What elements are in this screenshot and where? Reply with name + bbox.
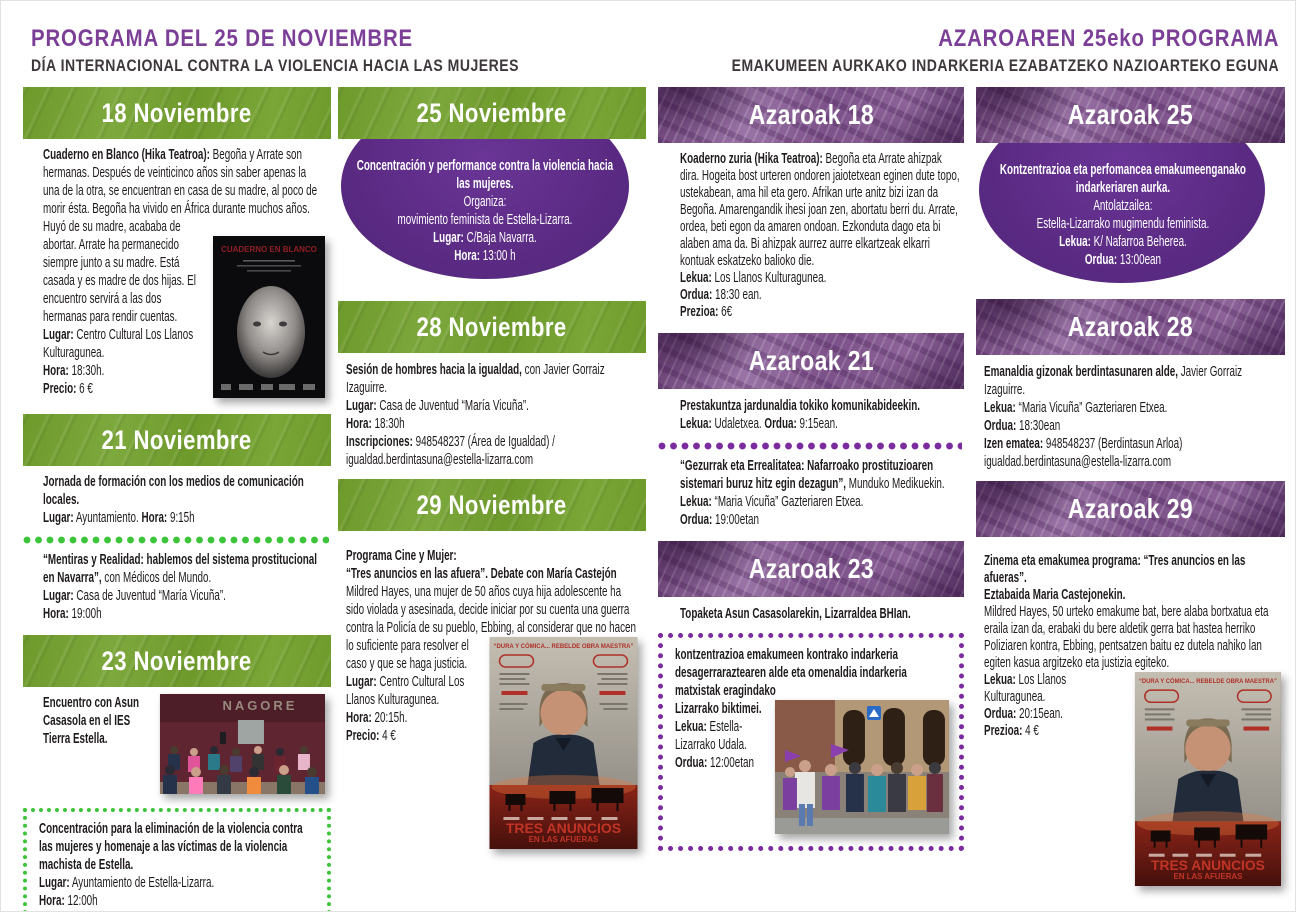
event-23nov — [43, 694, 331, 798]
event-29nov-body2: lo suficiente para resolver el caso y que se haga justicia. — [346, 638, 469, 672]
email-value: igualdad.berdintasuna@estella-lizarra.com — [984, 454, 1172, 470]
antolatzailea-value: Estella-Lizarrako mugimendu feminista. — [1036, 216, 1210, 232]
lekua-value: “Maria Vicuña” Gazteriaren Etxea. — [1015, 400, 1168, 416]
lekua-value: Estella-Lizarrako Udala. — [675, 719, 747, 753]
organiza-value: movimiento feminista de Estella-Lizarra. — [397, 212, 573, 228]
purple-dotted-box — [658, 633, 964, 851]
lekua-label: Lekua: — [675, 719, 707, 735]
event-aza29-body: Mildred Hayes, 50 urteko emakume bat, bere alaba bortxatua eta eraila izan da, erabaki du bere aldetik gerra bat hastea herriko Poliziaren kontra, Ebbing, pentsatzen baitu ez dutela nahiko lan egiten kasua argitzeko eta justizia egiteko. — [984, 604, 1269, 671]
event-21nov-b-lead: “Mentiras y Realidad: hablemos del sistema prostitucional en Navarra”, — [43, 552, 317, 586]
box-aza23-wrap — [675, 700, 949, 838]
prezioa-label: Prezioa: — [984, 723, 1023, 739]
page-subtitle-es-text: DÍA INTERNACIONAL CONTRA LA VIOLENCIA HACIA LAS MUJERES — [31, 57, 520, 75]
event-aza28-paragraph — [984, 363, 1281, 399]
banner-25-noviembre — [338, 87, 646, 139]
tres-poster-subtitle: EN LAS AFUERAS — [528, 835, 599, 844]
event-aza29-lead2: Eztabaida Maria Castejonekin. — [984, 587, 1126, 603]
inscripciones-label: Inscripciones: — [346, 434, 413, 450]
event-29nov-body1: Mildred Hayes, una mujer de 50 años cuya hija adolescente ha sido violada y asesinada, decide iniciar por su cuenta una guerra contra la Policía de su pueblo, Ebbing, al considerar que no hacen — [346, 584, 636, 636]
event-18nov-body2: abortar. Arrate ha permanecido siempre junto a su madre. Está casada y es madre de dos hijas. El encuentro servirá a las dos hermanas para rendir cuentas. — [43, 237, 196, 325]
dome-aza25-lekua — [990, 233, 1256, 251]
tres-poster-slot — [489, 637, 637, 851]
event-28nov-paragraph — [346, 361, 638, 397]
lekua-label: Lekua: — [984, 672, 1016, 688]
lekua-label: Lekua: — [680, 270, 712, 286]
lugar-label: Lugar: — [346, 674, 377, 690]
event-29nov-lead1: Programa Cine y Mujer: — [346, 548, 457, 564]
hora-label: Hora: — [43, 606, 69, 622]
hora-value: 12:00h — [64, 893, 98, 909]
event-28nov-body: con Javier Gorraiz Izaguirre. — [346, 362, 605, 396]
precio-value: 6 € — [76, 381, 93, 397]
page-subtitle-eu — [635, 57, 1279, 76]
banner-azaroak-21-label: Azaroak 21 — [748, 345, 874, 376]
hora-label: Hora: — [43, 363, 69, 379]
event-18nov-body1: Begoña y Arrate son hermanas. Después de veinticinco años sin saber apenas la una de la otra, se encuentran en casa de su madre, al poco de morir ésta. Begoña ha vivido en África durante muchos años. Huyó de su madre, acababa de — [43, 147, 318, 235]
hora-label: Hora: — [454, 248, 480, 264]
banner-azaroak-23 — [658, 541, 964, 597]
lugar-value: Casa de Juventud “María Vicuña”. — [73, 588, 226, 604]
event-aza29 — [984, 553, 1285, 890]
banner-18-noviembre — [23, 87, 331, 139]
banner-azaroak-25 — [976, 87, 1285, 143]
ordua-value: 19:00etan — [712, 512, 759, 528]
ordua-label: Ordua: — [764, 416, 797, 432]
event-aza21-a-meta — [680, 415, 962, 433]
event-aza21-b-paragraph — [680, 457, 962, 493]
banner-21-noviembre-label: 21 Noviembre — [101, 424, 253, 455]
tres-poster-slot-eu — [1135, 672, 1281, 888]
event-aza18-prezioa — [680, 304, 962, 321]
precio-label: Precio: — [43, 381, 77, 397]
lekua-label: Lekua: — [984, 400, 1016, 416]
cuaderno-poster-title: CUADERNO EN BLANCO — [221, 245, 317, 254]
banner-azaroak-18 — [658, 87, 964, 143]
event-21nov-a-lead: Jornada de formación con los medios de comunicación locales. — [43, 474, 304, 508]
inscripciones-value: 948548237 (Área de Igualdad) / igualdad.berdintasuna@estella-lizarra.com — [346, 434, 555, 468]
banner-azaroak-28-label: Azaroak 28 — [1067, 311, 1194, 342]
event-aza23-lead: Topaketa Asun Casasolarekin, Lizarraldea BHIan. — [680, 606, 911, 622]
event-21nov-b-body: con Médicos del Mundo. — [101, 570, 212, 586]
banner-23-noviembre-label: 23 Noviembre — [101, 645, 253, 676]
banner-23-noviembre — [23, 635, 331, 687]
ordua-label: Ordua: — [1084, 252, 1118, 268]
hora-value: 18:30h. — [68, 363, 105, 379]
event-aza18-lead: Koaderno zuria (Hika Teatroa): — [680, 151, 823, 167]
lekua-value: Los Llanos Kulturagunea. — [984, 672, 1067, 705]
tres-poster-title: TRES ANUNCIOS — [1151, 856, 1265, 873]
ordua-label: Ordua: — [984, 418, 1017, 434]
event-aza21-b-ordua — [680, 511, 962, 529]
ordua-value: 13:00ean — [1117, 252, 1162, 268]
lugar-value: Centro Cultural Los Llanos Kulturagunea. — [346, 674, 465, 708]
column-es-1 — [23, 87, 331, 912]
column-eu-2 — [976, 87, 1285, 890]
green-dotted-separator — [23, 536, 329, 544]
ordua-value: 9:15ean. — [796, 416, 838, 432]
tres-anuncios-poster-image — [489, 637, 637, 849]
nagore-photo-slot — [160, 694, 325, 796]
page-title-es — [31, 25, 605, 53]
event-28nov-lugar — [346, 397, 638, 415]
ordua-value: 18:30ean — [1016, 418, 1061, 434]
lugar-value: Casa de Juventud “María Vicuña”. — [376, 398, 529, 414]
lekua-label: Lekua: — [680, 416, 712, 432]
hora-value: 13:00 h — [479, 248, 516, 264]
event-21nov-b-paragraph — [43, 551, 325, 587]
event-aza21-a — [680, 397, 964, 433]
box-aza23-lead-a: kontzentrazioa emakumeen kontrako indarkeria desagerraraztearen alde eta omenaldia indarkeria matxistak eragindako — [675, 647, 907, 699]
lekua-label: Lekua: — [680, 494, 712, 510]
event-aza18-ordua — [680, 287, 962, 304]
column-eu-1 — [658, 87, 964, 851]
lugar-label: Lugar: — [43, 510, 74, 526]
lekua-label: Lekua: — [1059, 234, 1091, 250]
hora-value: 9:15h — [167, 510, 195, 526]
tres-poster-quote: “DURA Y CÓMICA... REBELDE OBRA MAESTRA” — [493, 644, 634, 650]
organiza-label: Organiza: — [463, 194, 507, 210]
ordua-label: Ordua: — [984, 706, 1017, 722]
dome-aza25-ordua — [990, 251, 1256, 269]
header-basque — [635, 25, 1279, 76]
banner-azaroak-18-label: Azaroak 18 — [748, 99, 874, 130]
hora-label: Hora: — [346, 416, 372, 432]
event-aza21-b-body: Munduko Medikuekin. — [846, 476, 945, 492]
event-aza28-email — [984, 453, 1281, 471]
demo-photo-slot — [775, 700, 949, 836]
prezioa-value: 6€ — [718, 304, 733, 320]
event-28nov-inscripciones — [346, 433, 638, 469]
event-aza28-izen — [984, 435, 1281, 453]
event-aza23-title — [680, 605, 962, 623]
event-18nov-wrap — [43, 236, 325, 402]
event-28nov — [346, 361, 646, 469]
box-23nov-lugar — [39, 874, 313, 892]
green-dotted-box — [23, 808, 331, 912]
page-title-es-text: PROGRAMA DEL 25 DE NOVIEMBRE — [31, 25, 413, 52]
banner-28-noviembre-label: 28 Noviembre — [416, 311, 568, 342]
event-aza21-a-lead: Prestakuntza jardunaldia tokiko komunikabideekin. — [680, 398, 920, 414]
page-title-eu — [635, 25, 1279, 53]
page-title-eu-text: AZAROAREN 25eko PROGRAMA — [937, 25, 1279, 52]
page-subtitle-eu-text: EMAKUMEEN AURKAKO INDARKERIA EZABATZEKO NAZIOARTEKO EGUNA — [731, 57, 1279, 75]
banner-azaroak-21 — [658, 333, 964, 389]
event-23nov-lead: Encuentro con Asun Casasola en el IES Tierra Estella. — [43, 695, 140, 747]
precio-label: Precio: — [346, 728, 380, 744]
ordua-label: Ordua: — [680, 512, 713, 528]
hora-label: Hora: — [141, 510, 168, 526]
page-subtitle-es — [31, 57, 605, 76]
banner-azaroak-28 — [976, 299, 1285, 355]
izen-ematea-label: Izen ematea: — [984, 436, 1044, 452]
cuaderno-poster-slot — [213, 236, 325, 400]
box-aza23-lead-b: Lizarrako biktimei. — [675, 701, 762, 717]
event-aza18-lekua — [680, 270, 962, 287]
tres-poster-title: TRES ANUNCIOS — [505, 820, 622, 836]
event-aza21-b-lekua — [680, 493, 962, 511]
lugar-label: Lugar: — [433, 230, 464, 246]
banner-21-noviembre — [23, 414, 331, 466]
event-28nov-hora — [346, 415, 638, 433]
prezioa-value: 4 € — [1022, 723, 1039, 739]
hora-value: 20:15h. — [371, 710, 408, 726]
ordua-value: 12:00etan — [707, 755, 754, 771]
event-23nov-wrap — [43, 694, 325, 798]
event-21nov-b-hora — [43, 605, 325, 623]
box-23nov-lead: Concentración para la eliminación de la violencia contra las mujeres y homenaje a las víctimas de la violencia machista de Estella. — [39, 821, 303, 873]
event-aza18-body: Begoña eta Arrate ahizpak dira. Hogeita bost urteren ondoren jaiotetxean eginen dute topo, ustekabean, ama hil eta gero. Afrikan urte anitz bizi izan da Begoña. Amarengandik ihesi joan zen, abortatu berri du. Arrate, ordea, beti egon da amaren ondoan. Ezkonduta dago eta bi alaben ama da. Bi ahizpak aurrez aurre elkartzeak elkarri kontuak eskatzeko balioko die. — [680, 151, 960, 269]
izen-ematea-value: 948548237 (Berdintasun Arloa) — [1043, 436, 1183, 452]
banner-29-noviembre — [338, 479, 646, 531]
tres-poster-subtitle: EN LAS AFUERAS — [1173, 871, 1243, 881]
prezioa-label: Prezioa: — [680, 304, 719, 320]
lugar-value: Centro Cultural Los Llanos Kulturagunea. — [43, 327, 194, 361]
cuaderno-poster-image — [213, 236, 325, 398]
event-aza28-lekua — [984, 399, 1281, 417]
demonstration-photo-image — [775, 700, 949, 834]
purple-dotted-separator — [658, 442, 962, 450]
nagore-screen-text: NAGORE — [222, 698, 298, 713]
hora-label: Hora: — [39, 893, 65, 909]
hora-value: 18:30h — [371, 416, 405, 432]
lugar-value: C/Baja Navarra. — [463, 230, 537, 246]
event-aza18 — [680, 151, 964, 321]
hora-label: Hora: — [346, 710, 372, 726]
event-21nov-b-lugar — [43, 587, 325, 605]
lekua-value: Los Llanos Kulturagunea. — [711, 270, 827, 286]
event-aza18-paragraph — [680, 151, 962, 270]
ordua-label: Ordua: — [675, 755, 708, 771]
lekua-value: Udaletxea. — [711, 416, 765, 432]
banner-azaroak-29-label: Azaroak 29 — [1067, 493, 1194, 524]
event-29nov — [346, 547, 646, 853]
event-aza21-a-title — [680, 397, 962, 415]
event-29nov-wrap — [346, 637, 638, 853]
event-aza28 — [984, 363, 1285, 471]
event-aza28-ordua — [984, 417, 1281, 435]
lugar-label: Lugar: — [43, 588, 74, 604]
tres-poster-quote: “DURA Y CÓMICA... REBELDE OBRA MAESTRA” — [1138, 679, 1277, 686]
event-18nov — [43, 146, 331, 402]
banner-29-noviembre-label: 29 Noviembre — [416, 489, 568, 520]
banner-25-noviembre-label: 25 Noviembre — [416, 97, 568, 128]
event-aza28-body: Javier Gorraiz Izaguirre. — [984, 364, 1243, 398]
event-29nov-lead2: “Tres anuncios en las afuera”. Debate con María Castejón — [346, 566, 617, 582]
lugar-label: Lugar: — [43, 327, 74, 343]
event-aza21-b — [680, 457, 964, 529]
header-spanish — [31, 25, 605, 76]
antolatzailea-label: Antolatzailea: — [1093, 198, 1153, 214]
banner-azaroak-23-label: Azaroak 23 — [748, 553, 874, 584]
precio-value: 4 € — [379, 728, 396, 744]
event-21nov-a — [43, 473, 331, 527]
lugar-value: Ayuntamiento de Estella-Lizarra. — [69, 875, 215, 891]
event-18nov-title: Cuaderno en Blanco (Hika Teatroa): — [43, 147, 210, 163]
box-23nov-lead-wrap — [39, 820, 313, 874]
nagore-photo-image — [160, 694, 325, 794]
event-aza23 — [680, 605, 964, 623]
ordua-value: 20:15ean. — [1016, 706, 1063, 722]
dome-25nov-lugar — [352, 229, 618, 247]
banner-azaroak-25-label: Azaroak 25 — [1067, 99, 1194, 130]
event-aza29-lead1: Zinema eta emakumea programa: “Tres anuncios en las afueras”. — [984, 553, 1246, 586]
event-aza21-b-lead: “Gezurrak eta Errealitatea: Nafarroako prostituzioaren sistemari buruz hitz egin dezagun”, — [680, 458, 934, 492]
lugar-label: Lugar: — [346, 398, 377, 414]
hora-value: 19:00h — [68, 606, 102, 622]
box-23nov-hora — [39, 892, 313, 910]
banner-18-noviembre-label: 18 Noviembre — [101, 97, 253, 128]
event-aza28-lead: Emanaldia gizonak berdintasunaren alde, — [984, 364, 1178, 380]
banner-azaroak-29 — [976, 481, 1285, 537]
banner-28-noviembre — [338, 301, 646, 353]
dome-25nov-line1: Concentración y performance contra la violencia hacia las mujeres. — [356, 158, 614, 192]
lekua-value: K/ Nafarroa Beherea. — [1090, 234, 1187, 250]
event-21nov-a-meta — [43, 509, 325, 527]
event-18nov-paragraph — [43, 146, 325, 236]
ordua-label: Ordua: — [680, 287, 713, 303]
dome-25nov-hora — [352, 247, 618, 265]
lugar-label: Lugar: — [39, 875, 70, 891]
dome-aza25-line1: Kontzentrazioa eta perfomancea emakumeenganako indarkeriaren aurka. — [999, 162, 1246, 196]
ordua-value: 18:30 ean. — [712, 287, 762, 303]
event-28nov-lead: Sesión de hombres hacia la igualdad, — [346, 362, 522, 378]
event-aza29-wrap — [984, 672, 1281, 890]
tres-anuncios-poster-image-eu — [1135, 672, 1281, 886]
event-21nov-a-title — [43, 473, 325, 509]
column-es-2 — [338, 87, 646, 853]
lekua-value: “Maria Vicuña” Gazteriaren Etxea. — [711, 494, 864, 510]
lugar-value: Ayuntamiento. — [73, 510, 142, 526]
event-21nov-b — [43, 551, 331, 623]
